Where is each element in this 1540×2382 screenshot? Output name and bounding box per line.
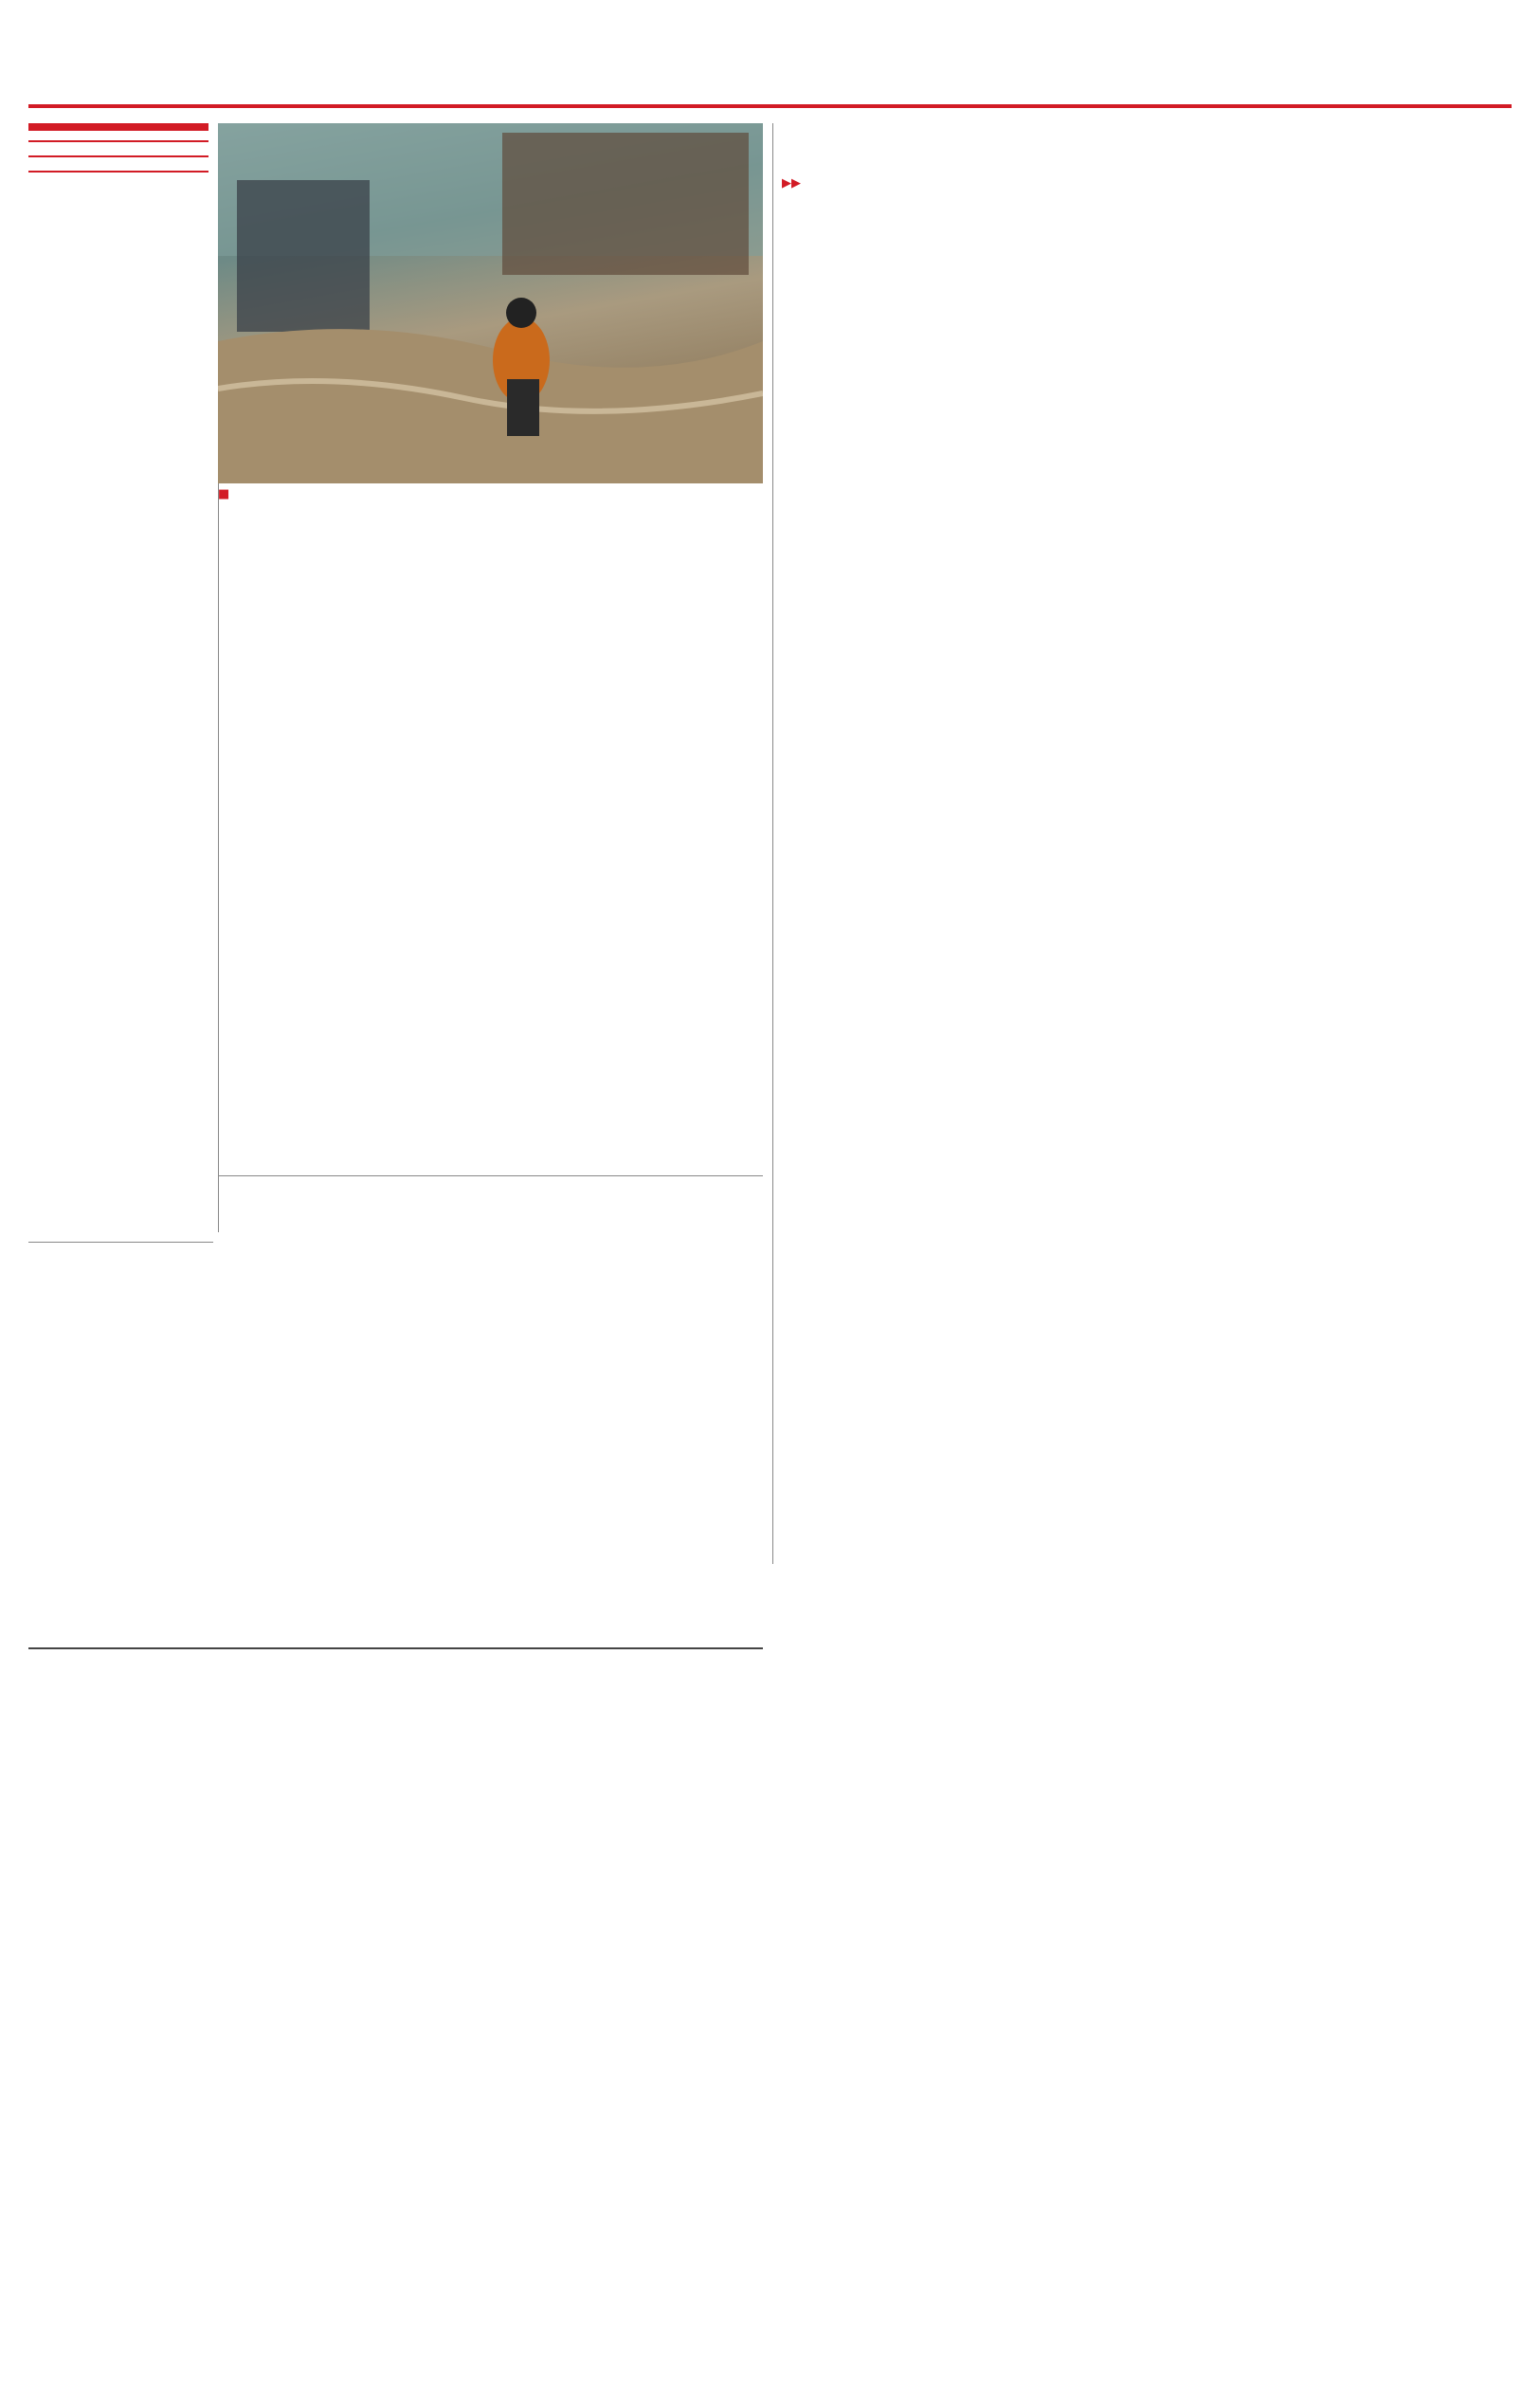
- story-sarab-text: [28, 1370, 208, 1635]
- story-da-col1: [218, 1322, 389, 1635]
- story-kakoli-col3: [588, 673, 763, 1166]
- story-kakoli-col2: [403, 673, 578, 1166]
- jump-harappa: [782, 176, 801, 191]
- sidebar: [28, 123, 219, 1232]
- jump-arrow-icon: ▶▶: [782, 176, 801, 191]
- sidebar-title: [28, 123, 208, 131]
- flood-photo-art: [218, 123, 763, 483]
- story-shah-col1: [28, 1754, 261, 2360]
- sidebar-heading-2: [28, 155, 208, 157]
- headline-sarab-kicker: [28, 1242, 213, 1243]
- column-rule-1: [772, 123, 773, 1564]
- masthead-bar: [28, 28, 1512, 108]
- story-kakoli-col1: [218, 673, 393, 1166]
- flood-photo: [218, 123, 763, 483]
- story-shah-col2: [275, 1754, 507, 2360]
- caption-marker-icon: ■: [218, 487, 230, 501]
- story-da-col3: [578, 1185, 763, 1635]
- sidebar-heading-1: [28, 140, 208, 142]
- story-sarab-headline: [28, 1242, 213, 1243]
- story-shah-col3: [521, 1754, 763, 2360]
- photo-caption: [218, 487, 763, 501]
- story-harappa-text: [782, 197, 948, 1183]
- sidebar-heading-3: [28, 171, 208, 173]
- story-da-col2: [398, 1322, 569, 1635]
- divider-shah: [28, 1647, 763, 1649]
- divider-da: [218, 1175, 763, 1176]
